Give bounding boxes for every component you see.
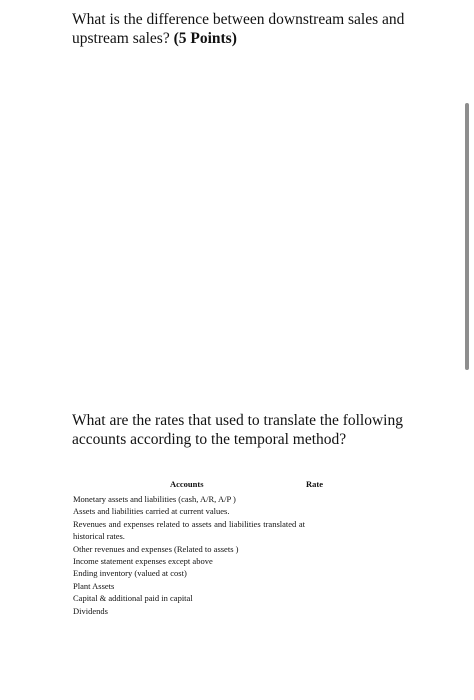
question-2-text: What are the rates that used to translate the following accounts according to the temporal method?	[72, 412, 403, 448]
accounts-column-header: Accounts	[170, 479, 204, 489]
scrollbar-thumb[interactable]	[465, 103, 469, 370]
question-2	[72, 411, 442, 449]
account-row: Capital & additional paid in capital	[73, 593, 193, 604]
account-row: Assets and liabilities carried at current values.	[73, 506, 230, 517]
question-1-text: What is the difference between downstream sales and upstream sales?	[72, 11, 405, 47]
account-row: Income statement expenses except above	[73, 556, 213, 567]
account-row: Dividends	[73, 605, 108, 616]
question-1	[72, 10, 442, 48]
account-row: Ending inventory (valued at cost)	[73, 568, 187, 579]
account-row: Revenues and expenses related to assets and liabilities translated at historical rates.	[73, 518, 305, 542]
accounts-list	[73, 493, 305, 617]
account-row: Monetary assets and liabilities (cash, A/R, A/P )	[73, 494, 236, 504]
account-row: Other revenues and expenses (Related to assets )	[73, 543, 239, 554]
question-1-points: (5 Points)	[173, 30, 237, 47]
rate-column-header: Rate	[306, 479, 323, 489]
account-row: Plant Assets	[73, 580, 115, 591]
